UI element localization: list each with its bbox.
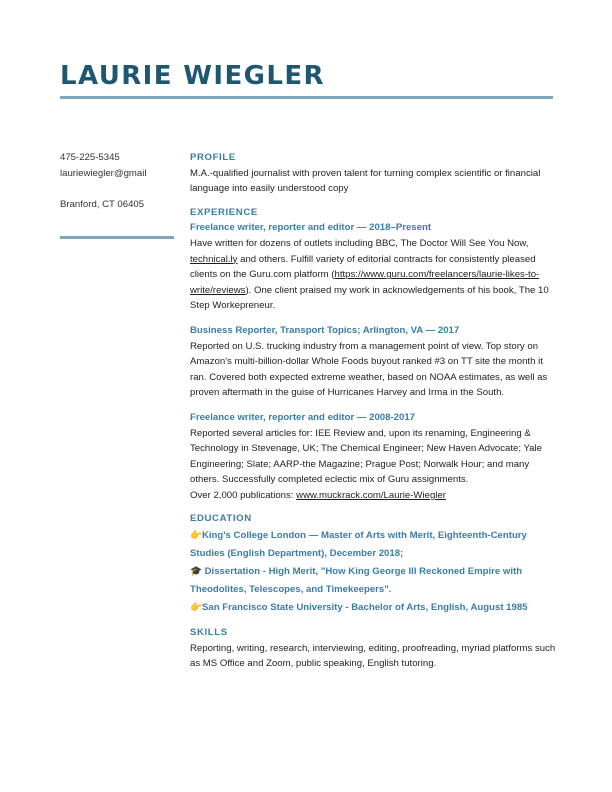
phone-number: 475-225-5345 [60, 152, 120, 163]
profile-heading: PROFILE [190, 152, 236, 163]
experience-heading: EXPERIENCE [190, 206, 258, 218]
education-item: 👉San Francisco State University - Bachelor of Arts, English, August 1985 [190, 602, 528, 614]
education-heading: EDUCATION [190, 513, 252, 525]
education-item: 🎓 Dissertation - High Merit, "How King George III Reckoned Empire with Theodolites, Telescopes, and Timekeepers". [190, 566, 523, 596]
contact-block [60, 150, 180, 212]
resume-name: LAURIE WIEGLER [60, 61, 325, 91]
job-description: Reported on U.S. trucking industry from a management point of view. Top story on Amazon's multi-billion-dollar Whole Foods buyout ranked #3 on TT site the month it ran. Covered both expected extreme weather, based on NOAA estimates, as well as proven aftermath in the guise of Hurricanes Harvey and Irma in the South. [190, 340, 548, 399]
job-description: Reported several articles for: IEE Review and, upon its renaming, Engineering & Technology in Stevenage, UK; The Chemical Engineer; New Haven Advocate; Yale Engineering; Slate; AARP-the Magazine; Prague Post; Norwalk Hour; and many others. Successfully completed eclectic mix of Guru assignments. [190, 427, 542, 486]
technically-link[interactable]: technical.ly [190, 253, 238, 265]
education-item: 👉King's College London — Master of Arts with Merit, Eighteenth-Century Studies (English Department), December 2018; [190, 530, 527, 560]
experience-section [190, 205, 556, 504]
publications-line: Over 2,000 publications: www.muckrack.com/Laurie-Wiegler [190, 489, 446, 501]
muckrack-link[interactable]: www.muckrack.com/Laurie-Wiegler [296, 489, 446, 501]
skills-heading: SKILLS [190, 627, 228, 639]
job-title: Freelance writer, reporter and editor — 2008-2017 [190, 411, 416, 423]
pointing-hand-icon: 👉 [190, 530, 202, 542]
job-entry [190, 220, 556, 314]
resume-main [190, 150, 556, 672]
job-description: Have written for dozens of outlets including BBC, The Doctor Will See You Now, technical.ly and others. Fulfill variety of editorial contracts for consistently pleased clients on the Guru.com platform (https://www.guru.com/freelancers/laurie-likes-to-write/reviews). One client praised my work in acknowledgements of his book, The 10 Step Workepreneur. [190, 237, 549, 312]
sidebar-divider [60, 236, 174, 239]
profile-section [190, 150, 556, 197]
header-divider [60, 96, 553, 99]
job-entry [190, 323, 556, 401]
guru-reviews-link[interactable]: https://www.guru.com/freelancers/laurie-likes-to-write/reviews [190, 269, 540, 296]
graduation-cap-icon: 🎓 [190, 566, 202, 578]
job-title: Freelance writer, reporter and editor — 2018–Present [190, 222, 432, 234]
email-address: lauriewiegler@gmail [60, 167, 147, 179]
education-section [190, 511, 556, 617]
location: Branford, CT 06405 [60, 198, 145, 210]
skills-section [190, 625, 556, 672]
job-entry [190, 410, 556, 488]
profile-text: M.A.-qualified journalist with proven talent for turning complex scientific or financial language into easily understood copy [190, 167, 541, 195]
job-title: Business Reporter, Transport Topics; Arlington, VA — 2017 [190, 324, 460, 336]
skills-text: Reporting, writing, research, interviewing, editing, proofreading, myriad platforms such as MS Office and Zoom, public speaking, English tutoring. [190, 642, 556, 670]
pointing-hand-icon: 👉 [190, 602, 202, 614]
